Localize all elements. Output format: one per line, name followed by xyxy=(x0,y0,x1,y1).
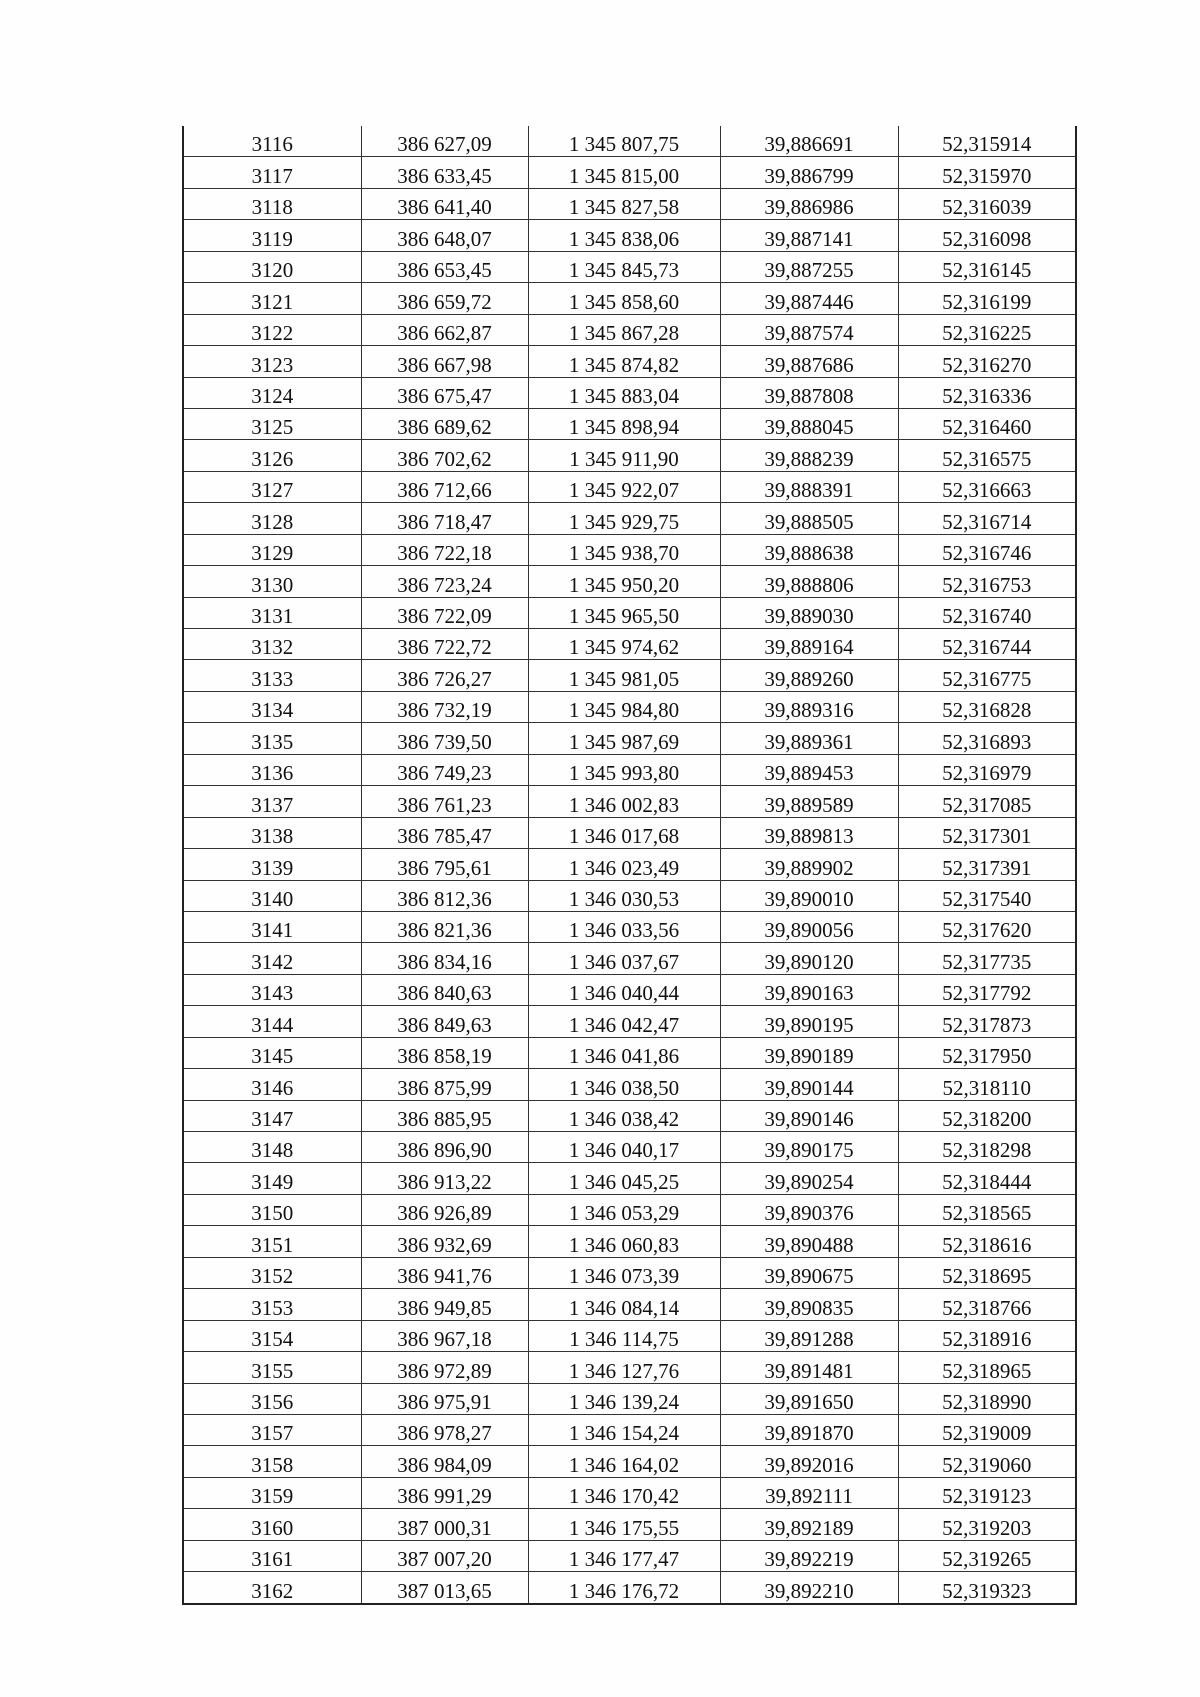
longitude-cell: 39,886986 xyxy=(720,188,898,219)
latitude-cell: 52,315914 xyxy=(898,126,1076,157)
longitude-cell: 39,890254 xyxy=(720,1163,898,1194)
x-coordinate-cell: 386 975,91 xyxy=(361,1383,528,1414)
x-coordinate-cell: 386 722,18 xyxy=(361,534,528,565)
longitude-cell: 39,889260 xyxy=(720,660,898,691)
longitude-cell: 39,891288 xyxy=(720,1320,898,1351)
point-number-cell: 3137 xyxy=(183,786,361,817)
x-coordinate-cell: 386 949,85 xyxy=(361,1289,528,1320)
x-coordinate-cell: 387 007,20 xyxy=(361,1540,528,1571)
y-coordinate-cell: 1 346 045,25 xyxy=(528,1163,720,1194)
table-row xyxy=(183,1006,1076,1037)
latitude-cell: 52,317873 xyxy=(898,1006,1076,1037)
x-coordinate-cell: 386 840,63 xyxy=(361,974,528,1005)
latitude-cell: 52,316039 xyxy=(898,188,1076,219)
longitude-cell: 39,888239 xyxy=(720,440,898,471)
latitude-cell: 52,316145 xyxy=(898,251,1076,282)
y-coordinate-cell: 1 346 033,56 xyxy=(528,911,720,942)
table-row xyxy=(183,817,1076,848)
y-coordinate-cell: 1 346 176,72 xyxy=(528,1572,720,1604)
longitude-cell: 39,887686 xyxy=(720,346,898,377)
x-coordinate-cell: 386 967,18 xyxy=(361,1320,528,1351)
latitude-cell: 52,318990 xyxy=(898,1383,1076,1414)
point-number-cell: 3155 xyxy=(183,1352,361,1383)
table-row xyxy=(183,283,1076,314)
point-number-cell: 3133 xyxy=(183,660,361,691)
x-coordinate-cell: 386 662,87 xyxy=(361,314,528,345)
x-coordinate-cell: 387 000,31 xyxy=(361,1509,528,1540)
longitude-cell: 39,892016 xyxy=(720,1446,898,1477)
x-coordinate-cell: 386 834,16 xyxy=(361,943,528,974)
table-row xyxy=(183,1163,1076,1194)
table-row xyxy=(183,849,1076,880)
y-coordinate-cell: 1 345 874,82 xyxy=(528,346,720,377)
table-row xyxy=(183,943,1076,974)
y-coordinate-cell: 1 346 037,67 xyxy=(528,943,720,974)
y-coordinate-cell: 1 345 845,73 xyxy=(528,251,720,282)
longitude-cell: 39,890189 xyxy=(720,1037,898,1068)
latitude-cell: 52,319123 xyxy=(898,1477,1076,1508)
x-coordinate-cell: 386 689,62 xyxy=(361,408,528,439)
y-coordinate-cell: 1 346 164,02 xyxy=(528,1446,720,1477)
point-number-cell: 3135 xyxy=(183,723,361,754)
longitude-cell: 39,887141 xyxy=(720,220,898,251)
x-coordinate-cell: 386 722,72 xyxy=(361,629,528,660)
table-row xyxy=(183,1414,1076,1445)
longitude-cell: 39,889164 xyxy=(720,629,898,660)
x-coordinate-cell: 386 718,47 xyxy=(361,503,528,534)
x-coordinate-cell: 386 633,45 xyxy=(361,157,528,188)
latitude-cell: 52,316460 xyxy=(898,408,1076,439)
table-row xyxy=(183,377,1076,408)
latitude-cell: 52,318695 xyxy=(898,1257,1076,1288)
point-number-cell: 3144 xyxy=(183,1006,361,1037)
x-coordinate-cell: 386 896,90 xyxy=(361,1132,528,1163)
longitude-cell: 39,889902 xyxy=(720,849,898,880)
x-coordinate-cell: 386 675,47 xyxy=(361,377,528,408)
y-coordinate-cell: 1 345 815,00 xyxy=(528,157,720,188)
x-coordinate-cell: 386 858,19 xyxy=(361,1037,528,1068)
table-row xyxy=(183,629,1076,660)
latitude-cell: 52,316746 xyxy=(898,534,1076,565)
table-row xyxy=(183,534,1076,565)
table-row xyxy=(183,1572,1076,1604)
x-coordinate-cell: 386 712,66 xyxy=(361,471,528,502)
point-number-cell: 3145 xyxy=(183,1037,361,1068)
table-row xyxy=(183,880,1076,911)
table-row xyxy=(183,754,1076,785)
latitude-cell: 52,316753 xyxy=(898,566,1076,597)
longitude-cell: 39,890488 xyxy=(720,1226,898,1257)
latitude-cell: 52,318298 xyxy=(898,1132,1076,1163)
y-coordinate-cell: 1 346 139,24 xyxy=(528,1383,720,1414)
y-coordinate-cell: 1 346 073,39 xyxy=(528,1257,720,1288)
point-number-cell: 3124 xyxy=(183,377,361,408)
table-row xyxy=(183,188,1076,219)
point-number-cell: 3160 xyxy=(183,1509,361,1540)
table-row xyxy=(183,1257,1076,1288)
latitude-cell: 52,316270 xyxy=(898,346,1076,377)
x-coordinate-cell: 386 648,07 xyxy=(361,220,528,251)
y-coordinate-cell: 1 346 053,29 xyxy=(528,1194,720,1225)
x-coordinate-cell: 386 749,23 xyxy=(361,754,528,785)
point-number-cell: 3159 xyxy=(183,1477,361,1508)
table-row xyxy=(183,1320,1076,1351)
point-number-cell: 3116 xyxy=(183,126,361,157)
x-coordinate-cell: 386 732,19 xyxy=(361,691,528,722)
longitude-cell: 39,890163 xyxy=(720,974,898,1005)
longitude-cell: 39,889453 xyxy=(720,754,898,785)
latitude-cell: 52,317391 xyxy=(898,849,1076,880)
latitude-cell: 52,319060 xyxy=(898,1446,1076,1477)
point-number-cell: 3127 xyxy=(183,471,361,502)
latitude-cell: 52,318200 xyxy=(898,1100,1076,1131)
point-number-cell: 3123 xyxy=(183,346,361,377)
latitude-cell: 52,316893 xyxy=(898,723,1076,754)
longitude-cell: 39,887574 xyxy=(720,314,898,345)
longitude-cell: 39,890144 xyxy=(720,1069,898,1100)
table-row xyxy=(183,691,1076,722)
point-number-cell: 3125 xyxy=(183,408,361,439)
latitude-cell: 52,316199 xyxy=(898,283,1076,314)
latitude-cell: 52,316979 xyxy=(898,754,1076,785)
y-coordinate-cell: 1 346 040,44 xyxy=(528,974,720,1005)
latitude-cell: 52,319009 xyxy=(898,1414,1076,1445)
latitude-cell: 52,318965 xyxy=(898,1352,1076,1383)
point-number-cell: 3130 xyxy=(183,566,361,597)
y-coordinate-cell: 1 345 950,20 xyxy=(528,566,720,597)
table-row xyxy=(183,157,1076,188)
coordinates-table xyxy=(182,126,1077,1605)
latitude-cell: 52,316575 xyxy=(898,440,1076,471)
y-coordinate-cell: 1 345 965,50 xyxy=(528,597,720,628)
x-coordinate-cell: 386 627,09 xyxy=(361,126,528,157)
longitude-cell: 39,890675 xyxy=(720,1257,898,1288)
point-number-cell: 3140 xyxy=(183,880,361,911)
table-row xyxy=(183,723,1076,754)
x-coordinate-cell: 386 659,72 xyxy=(361,283,528,314)
longitude-cell: 39,887808 xyxy=(720,377,898,408)
x-coordinate-cell: 386 785,47 xyxy=(361,817,528,848)
longitude-cell: 39,891481 xyxy=(720,1352,898,1383)
y-coordinate-cell: 1 345 993,80 xyxy=(528,754,720,785)
x-coordinate-cell: 386 723,24 xyxy=(361,566,528,597)
table-row xyxy=(183,503,1076,534)
longitude-cell: 39,890835 xyxy=(720,1289,898,1320)
y-coordinate-cell: 1 345 911,90 xyxy=(528,440,720,471)
point-number-cell: 3134 xyxy=(183,691,361,722)
table-row xyxy=(183,346,1076,377)
x-coordinate-cell: 386 991,29 xyxy=(361,1477,528,1508)
y-coordinate-cell: 1 345 974,62 xyxy=(528,629,720,660)
latitude-cell: 52,315970 xyxy=(898,157,1076,188)
y-coordinate-cell: 1 345 987,69 xyxy=(528,723,720,754)
longitude-cell: 39,889316 xyxy=(720,691,898,722)
point-number-cell: 3152 xyxy=(183,1257,361,1288)
latitude-cell: 52,316828 xyxy=(898,691,1076,722)
point-number-cell: 3154 xyxy=(183,1320,361,1351)
longitude-cell: 39,890056 xyxy=(720,911,898,942)
latitude-cell: 52,318916 xyxy=(898,1320,1076,1351)
x-coordinate-cell: 386 978,27 xyxy=(361,1414,528,1445)
latitude-cell: 52,318110 xyxy=(898,1069,1076,1100)
table-row xyxy=(183,1226,1076,1257)
longitude-cell: 39,892111 xyxy=(720,1477,898,1508)
table-row xyxy=(183,1509,1076,1540)
latitude-cell: 52,316336 xyxy=(898,377,1076,408)
y-coordinate-cell: 1 346 038,42 xyxy=(528,1100,720,1131)
latitude-cell: 52,317735 xyxy=(898,943,1076,974)
latitude-cell: 52,316663 xyxy=(898,471,1076,502)
latitude-cell: 52,319203 xyxy=(898,1509,1076,1540)
longitude-cell: 39,886691 xyxy=(720,126,898,157)
y-coordinate-cell: 1 345 807,75 xyxy=(528,126,720,157)
longitude-cell: 39,886799 xyxy=(720,157,898,188)
point-number-cell: 3146 xyxy=(183,1069,361,1100)
longitude-cell: 39,890146 xyxy=(720,1100,898,1131)
latitude-cell: 52,318616 xyxy=(898,1226,1076,1257)
point-number-cell: 3119 xyxy=(183,220,361,251)
x-coordinate-cell: 386 653,45 xyxy=(361,251,528,282)
latitude-cell: 52,318766 xyxy=(898,1289,1076,1320)
y-coordinate-cell: 1 346 127,76 xyxy=(528,1352,720,1383)
point-number-cell: 3162 xyxy=(183,1572,361,1604)
longitude-cell: 39,890120 xyxy=(720,943,898,974)
point-number-cell: 3153 xyxy=(183,1289,361,1320)
longitude-cell: 39,887255 xyxy=(720,251,898,282)
x-coordinate-cell: 386 726,27 xyxy=(361,660,528,691)
point-number-cell: 3121 xyxy=(183,283,361,314)
y-coordinate-cell: 1 346 042,47 xyxy=(528,1006,720,1037)
y-coordinate-cell: 1 345 858,60 xyxy=(528,283,720,314)
latitude-cell: 52,317085 xyxy=(898,786,1076,817)
point-number-cell: 3132 xyxy=(183,629,361,660)
x-coordinate-cell: 386 932,69 xyxy=(361,1226,528,1257)
table-row xyxy=(183,566,1076,597)
table-row xyxy=(183,126,1076,157)
table-row xyxy=(183,1383,1076,1414)
longitude-cell: 39,890376 xyxy=(720,1194,898,1225)
table-row xyxy=(183,1446,1076,1477)
table-row xyxy=(183,911,1076,942)
table-row xyxy=(183,471,1076,502)
table-row xyxy=(183,251,1076,282)
longitude-cell: 39,888505 xyxy=(720,503,898,534)
point-number-cell: 3138 xyxy=(183,817,361,848)
y-coordinate-cell: 1 346 060,83 xyxy=(528,1226,720,1257)
table-row xyxy=(183,660,1076,691)
latitude-cell: 52,318565 xyxy=(898,1194,1076,1225)
y-coordinate-cell: 1 346 023,49 xyxy=(528,849,720,880)
point-number-cell: 3148 xyxy=(183,1132,361,1163)
coordinates-table-body xyxy=(183,126,1076,1604)
y-coordinate-cell: 1 345 938,70 xyxy=(528,534,720,565)
y-coordinate-cell: 1 346 040,17 xyxy=(528,1132,720,1163)
latitude-cell: 52,317950 xyxy=(898,1037,1076,1068)
latitude-cell: 52,317620 xyxy=(898,911,1076,942)
point-number-cell: 3142 xyxy=(183,943,361,974)
longitude-cell: 39,890010 xyxy=(720,880,898,911)
y-coordinate-cell: 1 345 929,75 xyxy=(528,503,720,534)
y-coordinate-cell: 1 346 175,55 xyxy=(528,1509,720,1540)
x-coordinate-cell: 386 795,61 xyxy=(361,849,528,880)
latitude-cell: 52,316714 xyxy=(898,503,1076,534)
point-number-cell: 3156 xyxy=(183,1383,361,1414)
point-number-cell: 3128 xyxy=(183,503,361,534)
longitude-cell: 39,889589 xyxy=(720,786,898,817)
point-number-cell: 3141 xyxy=(183,911,361,942)
y-coordinate-cell: 1 345 867,28 xyxy=(528,314,720,345)
x-coordinate-cell: 386 972,89 xyxy=(361,1352,528,1383)
table-row xyxy=(183,1069,1076,1100)
table-row xyxy=(183,440,1076,471)
x-coordinate-cell: 386 702,62 xyxy=(361,440,528,471)
latitude-cell: 52,319265 xyxy=(898,1540,1076,1571)
longitude-cell: 39,889361 xyxy=(720,723,898,754)
latitude-cell: 52,316740 xyxy=(898,597,1076,628)
x-coordinate-cell: 386 722,09 xyxy=(361,597,528,628)
y-coordinate-cell: 1 345 883,04 xyxy=(528,377,720,408)
x-coordinate-cell: 386 913,22 xyxy=(361,1163,528,1194)
table-row xyxy=(183,1540,1076,1571)
latitude-cell: 52,317792 xyxy=(898,974,1076,1005)
table-row xyxy=(183,1100,1076,1131)
y-coordinate-cell: 1 345 981,05 xyxy=(528,660,720,691)
x-coordinate-cell: 386 761,23 xyxy=(361,786,528,817)
table-row xyxy=(183,408,1076,439)
x-coordinate-cell: 386 984,09 xyxy=(361,1446,528,1477)
x-coordinate-cell: 386 885,95 xyxy=(361,1100,528,1131)
longitude-cell: 39,891650 xyxy=(720,1383,898,1414)
point-number-cell: 3161 xyxy=(183,1540,361,1571)
x-coordinate-cell: 386 739,50 xyxy=(361,723,528,754)
x-coordinate-cell: 386 875,99 xyxy=(361,1069,528,1100)
longitude-cell: 39,891870 xyxy=(720,1414,898,1445)
longitude-cell: 39,890175 xyxy=(720,1132,898,1163)
longitude-cell: 39,890195 xyxy=(720,1006,898,1037)
table-row xyxy=(183,1037,1076,1068)
point-number-cell: 3158 xyxy=(183,1446,361,1477)
point-number-cell: 3117 xyxy=(183,157,361,188)
point-number-cell: 3139 xyxy=(183,849,361,880)
y-coordinate-cell: 1 346 154,24 xyxy=(528,1414,720,1445)
x-coordinate-cell: 386 941,76 xyxy=(361,1257,528,1288)
table-row xyxy=(183,1289,1076,1320)
latitude-cell: 52,316098 xyxy=(898,220,1076,251)
point-number-cell: 3151 xyxy=(183,1226,361,1257)
point-number-cell: 3149 xyxy=(183,1163,361,1194)
y-coordinate-cell: 1 345 922,07 xyxy=(528,471,720,502)
longitude-cell: 39,892210 xyxy=(720,1572,898,1604)
latitude-cell: 52,317301 xyxy=(898,817,1076,848)
y-coordinate-cell: 1 346 114,75 xyxy=(528,1320,720,1351)
x-coordinate-cell: 386 926,89 xyxy=(361,1194,528,1225)
longitude-cell: 39,892189 xyxy=(720,1509,898,1540)
table-row xyxy=(183,1132,1076,1163)
point-number-cell: 3129 xyxy=(183,534,361,565)
longitude-cell: 39,888391 xyxy=(720,471,898,502)
point-number-cell: 3150 xyxy=(183,1194,361,1225)
longitude-cell: 39,889030 xyxy=(720,597,898,628)
table-row xyxy=(183,974,1076,1005)
longitude-cell: 39,888045 xyxy=(720,408,898,439)
point-number-cell: 3122 xyxy=(183,314,361,345)
table-row xyxy=(183,220,1076,251)
point-number-cell: 3143 xyxy=(183,974,361,1005)
longitude-cell: 39,888806 xyxy=(720,566,898,597)
x-coordinate-cell: 386 667,98 xyxy=(361,346,528,377)
x-coordinate-cell: 386 849,63 xyxy=(361,1006,528,1037)
longitude-cell: 39,887446 xyxy=(720,283,898,314)
longitude-cell: 39,892219 xyxy=(720,1540,898,1571)
y-coordinate-cell: 1 346 002,83 xyxy=(528,786,720,817)
latitude-cell: 52,316775 xyxy=(898,660,1076,691)
y-coordinate-cell: 1 346 084,14 xyxy=(528,1289,720,1320)
x-coordinate-cell: 387 013,65 xyxy=(361,1572,528,1604)
y-coordinate-cell: 1 345 898,94 xyxy=(528,408,720,439)
latitude-cell: 52,316744 xyxy=(898,629,1076,660)
y-coordinate-cell: 1 345 838,06 xyxy=(528,220,720,251)
point-number-cell: 3157 xyxy=(183,1414,361,1445)
table-row xyxy=(183,786,1076,817)
latitude-cell: 52,317540 xyxy=(898,880,1076,911)
y-coordinate-cell: 1 346 038,50 xyxy=(528,1069,720,1100)
y-coordinate-cell: 1 346 177,47 xyxy=(528,1540,720,1571)
point-number-cell: 3120 xyxy=(183,251,361,282)
y-coordinate-cell: 1 346 017,68 xyxy=(528,817,720,848)
latitude-cell: 52,319323 xyxy=(942,1578,1032,1603)
point-number-cell: 3118 xyxy=(183,188,361,219)
x-coordinate-cell: 386 641,40 xyxy=(361,188,528,219)
y-coordinate-cell: 1 346 170,42 xyxy=(528,1477,720,1508)
point-number-cell: 3136 xyxy=(183,754,361,785)
latitude-cell: 52,316225 xyxy=(898,314,1076,345)
y-coordinate-cell: 1 345 827,58 xyxy=(528,188,720,219)
point-number-cell: 3131 xyxy=(183,597,361,628)
x-coordinate-cell: 386 821,36 xyxy=(361,911,528,942)
longitude-cell: 39,888638 xyxy=(720,534,898,565)
table-row xyxy=(183,1477,1076,1508)
point-number-cell: 3126 xyxy=(183,440,361,471)
longitude-cell: 39,889813 xyxy=(720,817,898,848)
table-row xyxy=(183,1194,1076,1225)
table-row xyxy=(183,597,1076,628)
latitude-cell: 52,318444 xyxy=(898,1163,1076,1194)
y-coordinate-cell: 1 346 041,86 xyxy=(528,1037,720,1068)
table-row xyxy=(183,314,1076,345)
y-coordinate-cell: 1 345 984,80 xyxy=(528,691,720,722)
y-coordinate-cell: 1 346 030,53 xyxy=(528,880,720,911)
table-row xyxy=(183,1352,1076,1383)
point-number-cell: 3147 xyxy=(183,1100,361,1131)
x-coordinate-cell: 386 812,36 xyxy=(361,880,528,911)
